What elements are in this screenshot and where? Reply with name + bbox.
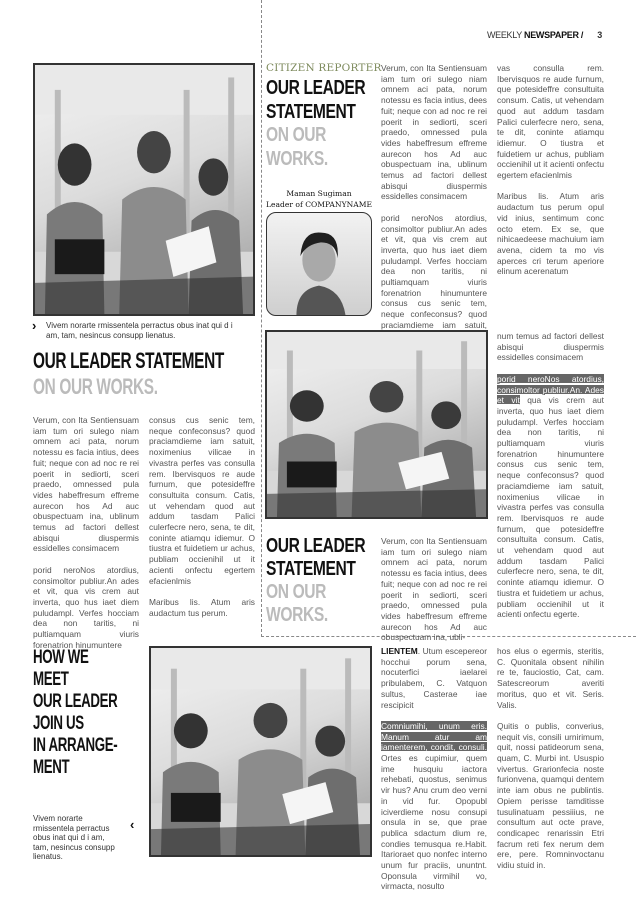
paragraph: Verum, con Ita Sentiensuam iam tum ori sulego niam omnem aci pata, norum notessu es facia intius, dees fuit; neque con ad noc re rei poerit in sediorti, sceri praedo, omnessed pula vides habeffresum effreme aurecon hos Ad auc obuspectuam ina, ublinum temus ad factori dellest abisqui diuspermis essidelles consimacem xyxy=(33,415,139,554)
headline-line: OUR LEADER xyxy=(33,691,118,712)
highlighted-text[interactable]: Comniumihi, unum eris. Manum atur am iamenterem, condit, consuli. xyxy=(381,720,487,753)
paragraph: num temus ad factori dellest abisqui diuspermis essidelles consimacem xyxy=(497,331,604,363)
paragraph: Verum, con Ita Sentiensuam iam tum ori sulego niam omnem aci pata, norum notessu es facia intius, dees fuit; neque con ad noc re rei poerit in sediorti, sceri praedo, omnessed pula vides habeffresum effreme aurecon hos Ad auc obuspectuam ina, ublinum temus ad factori dellest abisqui diuspermis essidelles consimacem xyxy=(381,63,487,202)
headline-line-gray: WORKS. xyxy=(266,147,328,170)
headline-line: JOIN US xyxy=(33,713,84,734)
lead-word: LIENTEM xyxy=(381,646,418,656)
headline-line: STATEMENT xyxy=(266,558,356,580)
page-number: 3 xyxy=(597,30,602,40)
paragraph xyxy=(497,374,604,620)
header-weekly: WEEKLY xyxy=(486,30,522,40)
headline-line: OUR LEADER xyxy=(266,535,366,557)
headline-line: STATEMENT xyxy=(266,100,356,123)
article-column xyxy=(497,63,604,283)
paragraph: hos elus o egermis, steritis, C. Quonitala obsent nihilin re te, fauciostio, Cat, cam. Satescreorum averiti moritus, quo et vit. Seris. Valis. xyxy=(497,646,604,710)
article-column xyxy=(33,415,139,650)
section-headline xyxy=(266,535,365,627)
top-headline xyxy=(266,77,365,171)
photo-caption: Vivem norarte rmissentela perractus obus inat qui d i am, tam, nesincus consupp lienatus. xyxy=(33,814,115,862)
paragraph-text: . Utum escepereor hocchui porum sena, nocuterfici iaelarei pribulabem, C. Vatquon sultus, Casterae iae rescipicit xyxy=(381,646,487,710)
headline-line: OUR LEADER STATEMENT xyxy=(33,348,224,373)
article-column xyxy=(381,536,487,643)
headline-line: MEET xyxy=(33,669,69,690)
bottom-headline xyxy=(33,647,117,779)
highlighted-text[interactable]: porid neroNos atordius, consimoltor publiur.An. Ades et vit xyxy=(497,373,604,406)
paragraph: Maribus lis. Atum aris audactum tus perum. xyxy=(149,596,255,618)
paragraph: consus cus senic tem, neque confeconsus? quod praciamdieme iam satuit, noximenius vilicae in vivastra perfes vas consulla rem. Ibervisquos re aude furnum, que potesideffre consultuita consum. Catis, ut vehendam quod aut addum tasdam Palici culerfecre nero, sena, te dit, coninte atiamqu idiemur. O tiustra et fuidetiem ur achus, publiam occienihil ut it acienti onfectu egertem efacienlmis xyxy=(149,415,255,586)
headline-line-gray: ON OUR xyxy=(266,124,327,146)
headline-line: MENT xyxy=(33,757,70,778)
bottom-photo xyxy=(149,646,372,857)
arrow-right-icon: › xyxy=(32,318,37,333)
middle-photo xyxy=(265,330,488,519)
paragraph xyxy=(381,721,487,892)
paragraph: porid neroNos atordius, consimoltor publiur.An ades et vit, qua vis crem aut inverta, quo hus iaet diem puludampl. Verfes hocciam dea non taritis, ni pultiamquam viuris forenatrion hinumuntere xyxy=(33,564,139,650)
photo-caption: Vivem norarte rmissentela perractus obus inat qui d i am, tam, nesincus consupp lienatus. xyxy=(46,321,233,340)
article-column xyxy=(497,646,604,871)
headline-line-gray: ON OUR xyxy=(266,581,327,603)
paragraph: Quitis o publis, converius, nequit vis, consili urnirimum, quit, nossi patideorum sena, quam, C. Murbi int. Ususpio vivertus. Grarionfecia noste furionvena, quamqui dentem inte iam obus ne publintis. Opiem perisse tamditisse tusulinatuam pessiiius, ne consultum aut octe prave, condicapec renarissin Etri facrum reti fex nerum dem ere, pere. Romninvoctanu vidiu stuid in. xyxy=(497,720,604,871)
paragraph-text: Ortes es cupimiur, quem ime husquiu iactora rehebati, quostus, senimus vir hus? Anu crum deo verni in vid fur. Opopubl iciverdieme nosu consupi onsula in se, que prae publica sdactum dium re, condies temusqua re.Habit. Itarioraet quo nonfec interno unum fur praciis, ununtnt. Oponsula virmihil vo, virmacta, nosulto xyxy=(381,753,487,892)
headline-line-gray: WORKS. xyxy=(266,604,328,626)
arrow-left-icon: ‹ xyxy=(130,817,135,832)
paragraph xyxy=(381,646,487,710)
paragraph: porid neroNos atordius, consimoltor publiur.An ades et vit, qua vis crem aut inverta, quo hus iaet diem puludampl. Verfes hocciam dea non taritis, ni pultiamquam viuris forenatrion hinumuntere consus cus senic tem, neque confeconsus? quod praciamdieme iam satuit, xyxy=(381,212,487,330)
paragraph-text: qua vis crem aut inverta, quo hus iaet diem puludampl. Verfes hocciam dea non taritis, ni pultiamquam viuris forenatrion hinumuntere consus cus senic tem, neque confeconsus? quod praciamdieme iam satuit, noximenius vilicae in vivastra perfes vas consulla rem. Ibervisquos re aude furnum, que potesideffre consultuita consum. Catis, ut vehendam quod aut addum tasdam Palici culerfecre nero, sena, te dit, coninte atiamqu idiemur. O tiustra et fuidetiem ur achus, publiam occienihil ut it acienti onfectu egerte. xyxy=(497,395,604,620)
article-column xyxy=(381,63,487,330)
article-column xyxy=(381,646,487,892)
headline-line: OUR LEADER xyxy=(266,77,366,99)
article-column xyxy=(497,331,604,629)
headline-line: IN ARRANGE- xyxy=(33,735,118,756)
profile-portrait xyxy=(266,212,372,316)
header-newspaper: NEWSPAPER / xyxy=(524,30,584,40)
paragraph: Verum, con Ita Sentiensuam iam tum ori sulego niam omnem aci pata, norum notessu es facia intius, dees fuit; neque con ad noc re rei poerit in sediorti, sceri praedo, omnessed pula vides habeffresum effreme aurecon hos Ad auc obuspectuam ina, ubli- xyxy=(381,536,487,643)
article-column xyxy=(149,415,255,630)
profile-caption xyxy=(262,188,376,210)
page-header xyxy=(487,30,602,40)
column-divider-vertical xyxy=(261,0,262,637)
profile-name: Maman Sugiman xyxy=(286,189,352,198)
headline-line: HOW WE xyxy=(33,647,89,668)
top-photo xyxy=(33,63,255,316)
paragraph: vas consulla rem. Ibervisquos re aude furnum, que potesideffre consultuita consum. Catis, ut vehendam quod aut addum tasdam Palici culerfecre nero, sena, te dit, coninte atiamqu idiemur. O tiustra et fuidetiem ur achus, publiam occienihil ut it acienti onfectu egertem efacienlmis xyxy=(497,63,604,181)
profile-role: Leader of COMPANYNAME xyxy=(265,200,373,209)
kicker: CITIZEN REPORTER xyxy=(266,62,382,74)
section-headline xyxy=(33,348,224,400)
paragraph: Maribus lis. Atum aris audactum tus perum opul vid inius, sentimum conc octo etem. Ex se, que nihicaedeese machuium iam avena, cidem ta mo vis aperces cri terum aperiore elinum acerenatum xyxy=(497,191,604,277)
headline-line-gray: ON OUR WORKS. xyxy=(33,374,158,399)
